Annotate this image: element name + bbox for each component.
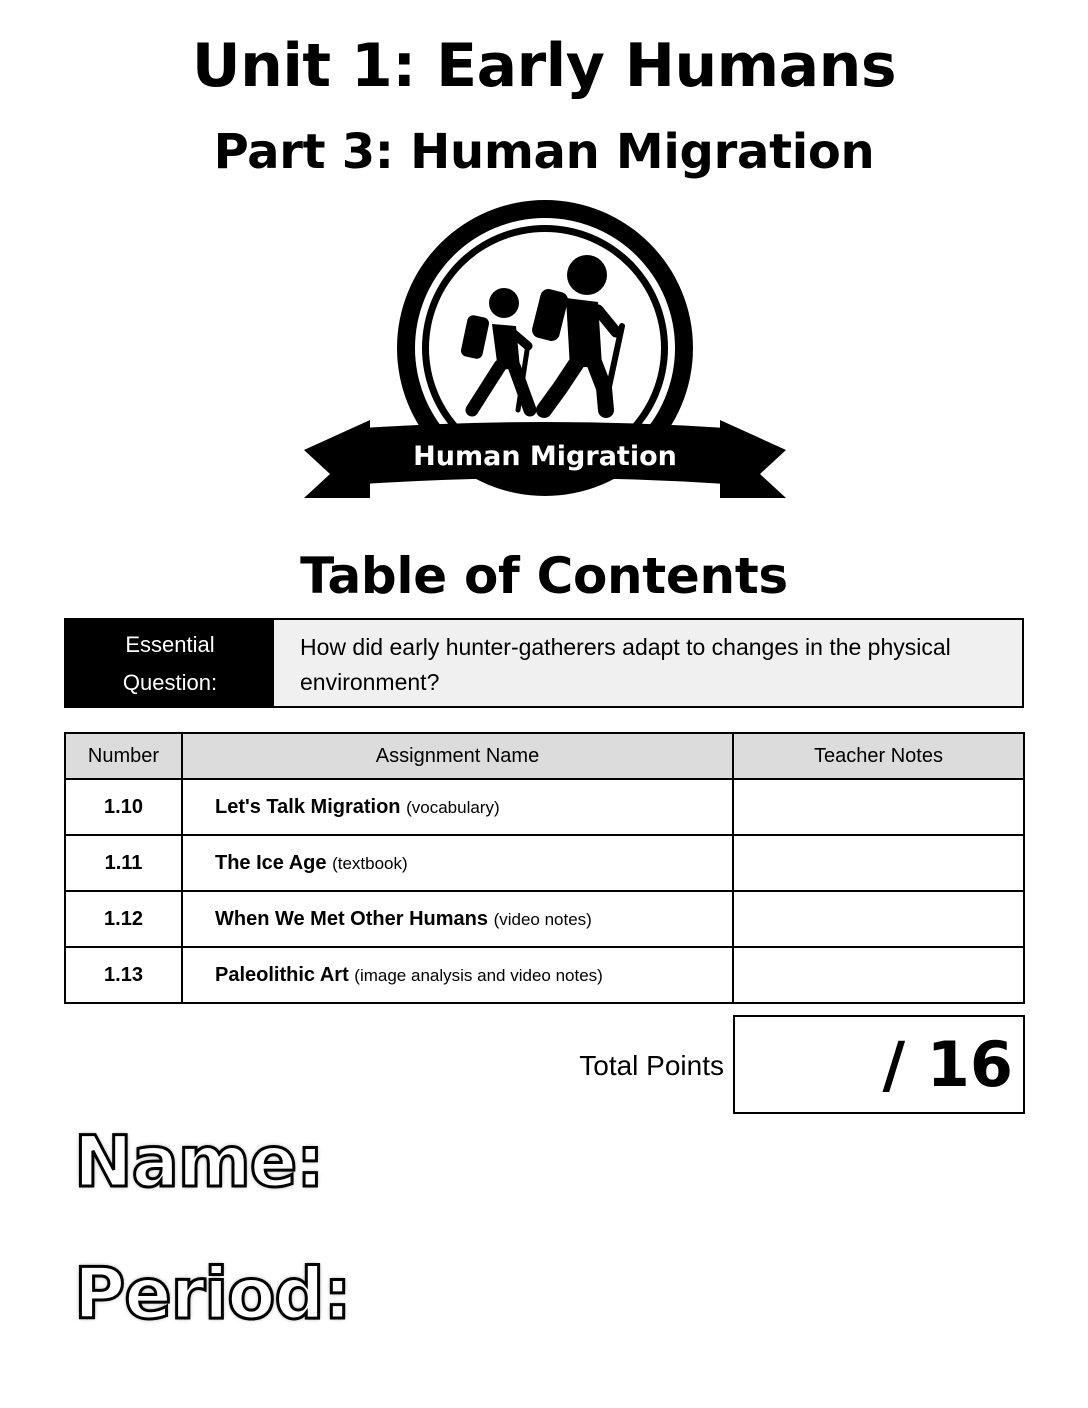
assignment-name: Let's Talk Migration [215,795,401,818]
row-number: 1.12 [65,891,182,947]
assignment-note: (video notes) [493,909,592,929]
row-teacher-notes[interactable] [733,779,1024,835]
row-assignment [182,779,733,835]
row-number: 1.10 [65,779,182,835]
row-number: 1.11 [65,835,182,891]
essential-question-label [66,620,274,706]
assignment-name: When We Met Other Humans [215,907,488,930]
row-assignment [182,891,733,947]
part-title: Part 3: Human Migration [213,124,875,180]
eq-label-line1: Essential [125,632,215,657]
assignments-table [64,732,1025,1004]
unit-title: Unit 1: Early Humans [191,31,897,101]
essential-question-text: How did early hunter-gatherers adapt to changes in the physical environment? [300,634,951,695]
human-migration-logo [300,198,790,530]
col-number: Number [65,733,182,779]
row-teacher-notes[interactable] [733,947,1024,1003]
row-assignment [182,835,733,891]
table-row [65,779,1024,835]
total-points-box[interactable]: / 16 [733,1015,1025,1114]
logo-banner-text: Human Migration [413,441,677,472]
name-label: Name: [74,1121,324,1203]
col-assignment-name: Assignment Name [182,733,733,779]
assignment-name: The Ice Age [215,851,327,874]
row-teacher-notes[interactable] [733,835,1024,891]
table-row [65,835,1024,891]
total-points-label: Total Points [579,1050,724,1081]
assignment-name: Paleolithic Art [215,963,349,986]
row-number: 1.13 [65,947,182,1003]
period-label: Period: [74,1253,351,1335]
table-header-row [65,733,1024,779]
assignment-note: (vocabulary) [406,797,500,817]
essential-question-box [64,618,1024,708]
table-row [65,891,1024,947]
table-row [65,947,1024,1003]
row-assignment [182,947,733,1003]
row-teacher-notes[interactable] [733,891,1024,947]
assignment-note: (textbook) [332,853,408,873]
col-teacher-notes: Teacher Notes [733,733,1024,779]
eq-label-line2: Question: [122,670,218,695]
assignment-note: (image analysis and video notes) [354,965,603,985]
toc-title: Table of Contents [300,547,788,605]
